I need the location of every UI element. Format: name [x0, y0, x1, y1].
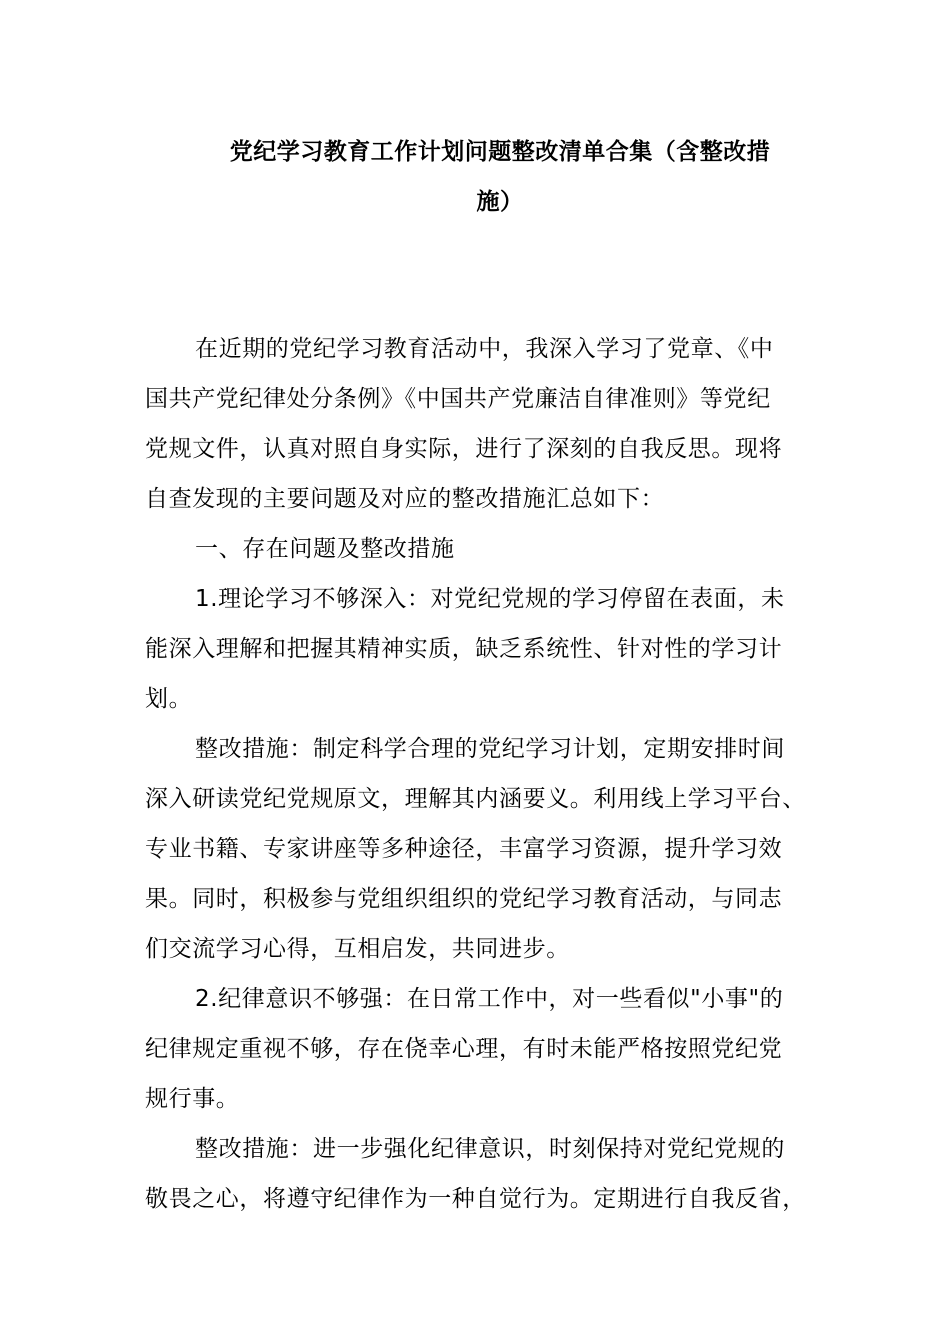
body-text-line: 国共产党纪律处分条例》《中国共产党廉洁自律准则》等党纪 — [145, 386, 771, 412]
body-text-line: 敬畏之心，将遵守纪律作为一种自觉行为。定期进行自我反省， — [145, 1186, 806, 1212]
body-text-line: 专业书籍、专家讲座等多种途径，丰富学习资源，提升学习效 — [145, 836, 783, 862]
body-text-line: 能深入理解和把握其精神实质，缺乏系统性、针对性的学习计 — [145, 636, 783, 662]
body-text-line: 果。同时，积极参与党组织组织的党纪学习教育活动，与同志 — [145, 886, 783, 912]
body-text-line: 自查发现的主要问题及对应的整改措施汇总如下： — [145, 486, 665, 512]
body-text-line: 在近期的党纪学习教育活动中，我深入学习了党章、《中 — [195, 336, 774, 362]
document-title-line-1: 党纪学习教育工作计划问题整改清单合集（含整改措 — [229, 139, 771, 165]
body-text-line: 纪律规定重视不够，存在侥幸心理，有时未能严格按照党纪党 — [145, 1036, 783, 1062]
body-text-line: 整改措施：制定科学合理的党纪学习计划，定期安排时间 — [195, 736, 785, 762]
body-text-line: 规行事。 — [145, 1086, 240, 1112]
document-title-line-2: 施） — [476, 189, 524, 215]
body-text-line: 1.理论学习不够深入：对党纪党规的学习停留在表面，未 — [195, 586, 785, 612]
body-text-line: 2.纪律意识不够强：在日常工作中，对一些看似"小事"的 — [195, 986, 784, 1012]
body-text-line: 整改措施：进一步强化纪律意识，时刻保持对党纪党规的 — [195, 1136, 785, 1162]
body-text-line: 一、存在问题及整改措施 — [195, 536, 455, 562]
body-text-line: 们交流学习心得，互相启发，共同进步。 — [145, 936, 570, 962]
body-text-line: 党规文件，认真对照自身实际，进行了深刻的自我反思。现将 — [145, 436, 783, 462]
body-text-line: 划。 — [145, 686, 193, 712]
body-text-line: 深入研读党纪党规原文，理解其内涵要义。利用线上学习平台、 — [145, 786, 806, 812]
